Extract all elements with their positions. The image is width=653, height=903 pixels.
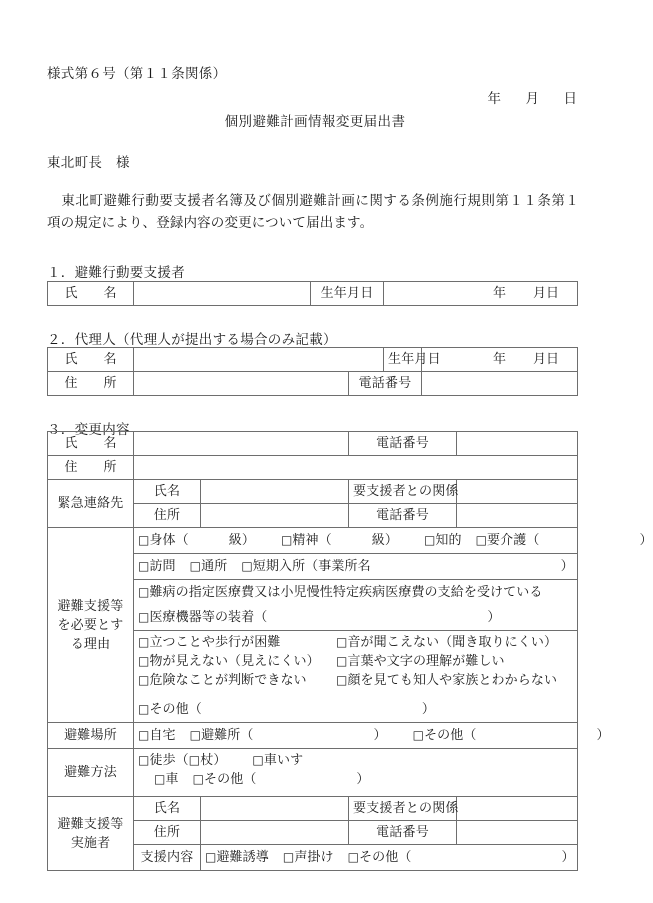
cell-label-name bbox=[48, 348, 134, 372]
label-reason-line1: 避難支援等 bbox=[57, 598, 124, 614]
checkbox-day-service-icon[interactable]: □ bbox=[189, 559, 202, 573]
label-emergency-contact: 緊急連絡先 bbox=[57, 496, 124, 511]
reason-danger-judgment-label: 危険なことが判断できない bbox=[149, 673, 307, 688]
reason-functional-line-2 bbox=[138, 652, 573, 671]
checkbox-standing-difficulty-icon[interactable]: □ bbox=[138, 635, 150, 649]
field-name-value[interactable] bbox=[134, 432, 349, 456]
cell-label-provider-address bbox=[134, 821, 201, 845]
field-phone-value[interactable] bbox=[457, 432, 578, 456]
section-3-heading: ３．変更内容 bbox=[47, 422, 130, 438]
reason-row-medical-subsidy bbox=[134, 580, 578, 606]
cell-label-relation bbox=[349, 480, 457, 504]
section-3-table bbox=[47, 431, 653, 871]
reason-physical-suffix: 級） bbox=[228, 533, 255, 548]
table-row bbox=[48, 749, 578, 797]
checkbox-support-calling-icon[interactable]: □ bbox=[282, 850, 295, 864]
cell-label-address bbox=[48, 456, 134, 480]
table-row bbox=[48, 282, 578, 306]
body-paragraph-text: 東北町避難行動要支援者名簿及び個別避難計画に関する条例施行規則第１１条第１項の規定により、登録内容の変更について届出ます。 bbox=[47, 193, 579, 231]
checkbox-face-recognition-icon[interactable]: □ bbox=[336, 673, 348, 687]
field-ec-name-value[interactable] bbox=[201, 480, 349, 504]
addressee: 東北町長 様 bbox=[47, 155, 130, 171]
method-other-label: その他（ bbox=[204, 772, 257, 787]
field-ec-relation-value[interactable] bbox=[457, 480, 578, 504]
reason-medical-device-label: 医療機器等の装着（ bbox=[149, 610, 268, 625]
table-row bbox=[48, 432, 578, 456]
reason-intellectual-label: 知的 bbox=[435, 533, 462, 548]
reason-functional-line-3 bbox=[138, 671, 573, 690]
reason-mental-label: 精神（ bbox=[292, 533, 332, 548]
reason-physical-label: 身体（ bbox=[149, 533, 189, 548]
birthdate-day: 日 bbox=[545, 352, 559, 367]
cell-label-emergency-contact bbox=[48, 480, 134, 528]
form-number: 様式第６号（第１１条関係） bbox=[47, 66, 227, 82]
field-address-value[interactable] bbox=[134, 372, 349, 396]
label-name-plain: 氏名 bbox=[153, 801, 181, 816]
cell-label-birthdate bbox=[384, 348, 441, 372]
field-birthdate-value[interactable] bbox=[422, 348, 578, 372]
reason-short-stay-suffix: ） bbox=[560, 559, 574, 574]
checkbox-shelter-center-icon[interactable]: □ bbox=[189, 728, 202, 742]
reason-row-other bbox=[134, 697, 578, 723]
reason-nursing-care-suffix: ） bbox=[639, 533, 653, 548]
label-provider-line2: 実施者 bbox=[70, 835, 111, 851]
checkbox-reason-other-icon[interactable]: □ bbox=[138, 702, 150, 716]
shelter-other-suffix: ） bbox=[596, 728, 610, 743]
checkbox-mental-icon[interactable]: □ bbox=[280, 533, 293, 547]
label-phone: 電話番号 bbox=[358, 376, 412, 391]
shelter-home-label: 自宅 bbox=[149, 728, 176, 743]
reason-comprehension-difficulty-label: 言葉や文字の理解が難しい bbox=[347, 654, 505, 669]
reason-intractable-disease-label: 難病の指定医療費又は小児慢性特定疾病医療費の支給を受けている bbox=[149, 585, 543, 600]
label-relation: 要支援者との関係 bbox=[353, 801, 459, 816]
method-line-1 bbox=[138, 751, 573, 770]
section-1-heading: １．避難行動要支援者 bbox=[47, 265, 185, 281]
method-wheelchair-label: 車いす bbox=[263, 753, 304, 768]
reason-medical-device-suffix: ） bbox=[487, 610, 501, 625]
field-birthdate-value[interactable] bbox=[384, 282, 578, 306]
support-other-label: その他（ bbox=[359, 850, 412, 865]
reason-other-label: その他（ bbox=[149, 702, 202, 717]
checkbox-method-car-icon[interactable]: □ bbox=[154, 772, 166, 786]
checkbox-medical-device-icon[interactable]: □ bbox=[138, 610, 150, 624]
reason-short-stay-label: 短期入所（事業所名 bbox=[252, 559, 371, 574]
method-row bbox=[134, 749, 578, 797]
field-phone-value[interactable] bbox=[422, 372, 578, 396]
field-provider-address-value[interactable] bbox=[201, 821, 349, 845]
reason-row-medical-device bbox=[134, 605, 578, 631]
reason-functional-col1 bbox=[138, 633, 336, 652]
table-row bbox=[48, 372, 578, 396]
shelter-other-label: その他（ bbox=[424, 728, 477, 743]
table-row bbox=[48, 456, 578, 480]
field-ec-address-value[interactable] bbox=[201, 504, 349, 528]
cell-label-provider bbox=[48, 797, 134, 871]
reason-face-recognition-label: 顔を見ても知人や家族とわからない bbox=[347, 673, 558, 688]
label-method: 避難方法 bbox=[64, 765, 117, 780]
label-name: 氏 名 bbox=[64, 286, 117, 301]
reason-nursing-care-label: 要介護（ bbox=[487, 533, 540, 548]
cell-label-address bbox=[48, 372, 134, 396]
table-row bbox=[48, 797, 578, 821]
reason-functional-col1 bbox=[138, 652, 336, 671]
checkbox-method-cane-icon[interactable]: □ bbox=[188, 753, 201, 767]
label-address-plain: 住所 bbox=[153, 508, 181, 523]
cell-label-phone bbox=[349, 432, 457, 456]
checkbox-support-guidance-icon[interactable]: □ bbox=[205, 850, 217, 864]
birthdate-day: 日 bbox=[545, 286, 559, 301]
label-relation: 要支援者との関係 bbox=[353, 484, 459, 499]
header-date-month: 月 bbox=[525, 91, 539, 107]
shelter-center-suffix: ） bbox=[373, 728, 387, 743]
label-name: 氏 名 bbox=[64, 352, 117, 367]
label-reason-line2: を必要とす bbox=[57, 617, 124, 633]
checkbox-physical-icon[interactable]: □ bbox=[138, 533, 150, 547]
shelter-row bbox=[134, 723, 610, 749]
reason-other-suffix: ） bbox=[421, 702, 435, 717]
cell-label-provider-name bbox=[134, 797, 201, 821]
birthdate-year: 年 bbox=[492, 286, 506, 301]
field-name-value[interactable] bbox=[134, 282, 311, 306]
checkbox-intractable-disease-icon[interactable]: □ bbox=[138, 585, 150, 599]
reason-functional-line-1 bbox=[138, 633, 573, 652]
reason-row-functional bbox=[134, 631, 578, 698]
checkbox-vision-difficulty-icon[interactable]: □ bbox=[138, 654, 150, 668]
cell-label-name bbox=[48, 282, 134, 306]
cell-label-name bbox=[48, 432, 134, 456]
checkbox-method-other-icon[interactable]: □ bbox=[192, 772, 205, 786]
checkbox-method-walk-icon[interactable]: □ bbox=[138, 753, 150, 767]
field-provider-phone-value[interactable] bbox=[457, 821, 578, 845]
label-address: 住 所 bbox=[64, 376, 117, 391]
birthdate-year: 年 bbox=[492, 352, 506, 367]
label-provider-line1: 避難支援等 bbox=[57, 816, 124, 832]
support-guidance-label: 避難誘導 bbox=[216, 850, 269, 865]
reason-vision-difficulty-label: 物が見えない（見えにくい） bbox=[149, 654, 320, 669]
field-ec-phone-value[interactable] bbox=[457, 504, 578, 528]
cell-label-relation bbox=[349, 797, 457, 821]
label-address: 住 所 bbox=[64, 460, 117, 475]
section-2-table bbox=[47, 347, 578, 396]
header-date-day: 日 bbox=[563, 91, 577, 107]
section-1-table bbox=[47, 281, 578, 306]
support-calling-label: 声掛け bbox=[294, 850, 334, 865]
reason-home-visit-label: 訪問 bbox=[149, 559, 176, 574]
label-phone: 電話番号 bbox=[376, 508, 429, 523]
checkbox-nursing-care-icon[interactable]: □ bbox=[475, 533, 488, 547]
label-phone: 電話番号 bbox=[376, 825, 429, 840]
cell-label-support-content bbox=[134, 845, 201, 871]
method-other-suffix: ） bbox=[356, 772, 370, 787]
cell-label-phone bbox=[349, 372, 422, 396]
method-line-2 bbox=[138, 770, 573, 789]
field-name-value[interactable] bbox=[134, 348, 384, 372]
cell-label-birthdate bbox=[311, 282, 384, 306]
method-walk-label: 徒歩（ bbox=[149, 753, 189, 768]
cell-label-phone bbox=[349, 504, 457, 528]
label-shelter: 避難場所 bbox=[64, 728, 117, 743]
label-phone: 電話番号 bbox=[376, 436, 429, 451]
shelter-center-label: 避難所（ bbox=[201, 728, 254, 743]
field-provider-relation-value[interactable] bbox=[457, 797, 578, 821]
support-other-suffix: ） bbox=[561, 850, 575, 865]
checkbox-danger-judgment-icon[interactable]: □ bbox=[138, 673, 150, 687]
cell-label-reason bbox=[48, 528, 134, 723]
label-reason-line3: る理由 bbox=[70, 636, 111, 652]
table-row bbox=[48, 348, 578, 372]
support-content-row bbox=[201, 845, 578, 871]
table-row bbox=[48, 480, 578, 504]
reason-row-service-use bbox=[134, 554, 578, 580]
cell-label-shelter bbox=[48, 723, 134, 749]
field-address-value[interactable] bbox=[134, 456, 578, 480]
body-paragraph bbox=[47, 190, 579, 234]
checkbox-support-other-icon[interactable]: □ bbox=[347, 850, 360, 864]
reason-functional-col1 bbox=[138, 671, 336, 690]
checkbox-comprehension-difficulty-icon[interactable]: □ bbox=[336, 654, 348, 668]
birthdate-month: 月 bbox=[532, 352, 546, 367]
checkbox-shelter-other-icon[interactable]: □ bbox=[412, 728, 425, 742]
header-date-line bbox=[488, 87, 578, 107]
label-name-plain: 氏名 bbox=[153, 484, 181, 499]
label-support-content: 支援内容 bbox=[140, 850, 194, 865]
cell-label-ec-address bbox=[134, 504, 201, 528]
checkbox-shelter-home-icon[interactable]: □ bbox=[138, 728, 150, 742]
checkbox-intellectual-icon[interactable]: □ bbox=[423, 533, 436, 547]
label-birthdate: 生年月日 bbox=[388, 352, 441, 367]
label-birthdate: 生年月日 bbox=[320, 286, 374, 301]
checkbox-hearing-difficulty-icon[interactable]: □ bbox=[336, 635, 348, 649]
label-name: 氏 名 bbox=[64, 436, 117, 451]
field-provider-name-value[interactable] bbox=[201, 797, 349, 821]
table-row bbox=[48, 528, 578, 554]
section-2-heading: ２．代理人（代理人が提出する場合のみ記載） bbox=[47, 332, 337, 348]
checkbox-method-wheelchair-icon[interactable]: □ bbox=[252, 753, 264, 767]
method-car-label: 車 bbox=[165, 772, 179, 787]
cell-label-phone bbox=[349, 821, 457, 845]
birthdate-month: 月 bbox=[532, 286, 546, 301]
checkbox-home-visit-icon[interactable]: □ bbox=[138, 559, 150, 573]
label-address-plain: 住所 bbox=[153, 825, 181, 840]
table-row bbox=[48, 723, 578, 749]
reason-day-service-label: 通所 bbox=[201, 559, 228, 574]
reason-mental-suffix: 級） bbox=[371, 533, 398, 548]
method-cane-label: 杖） bbox=[200, 753, 227, 768]
reason-hearing-difficulty-label: 音が聞こえない（聞き取りにくい） bbox=[347, 635, 558, 650]
reason-standing-difficulty-label: 立つことや歩行が困難 bbox=[149, 635, 281, 650]
cell-label-ec-name bbox=[134, 480, 201, 504]
checkbox-short-stay-icon[interactable]: □ bbox=[241, 559, 253, 573]
header-date-year: 年 bbox=[487, 91, 501, 107]
cell-label-method bbox=[48, 749, 134, 797]
reason-row-disability bbox=[134, 528, 653, 554]
page-title: 個別避難計画情報変更届出書 bbox=[224, 114, 406, 130]
